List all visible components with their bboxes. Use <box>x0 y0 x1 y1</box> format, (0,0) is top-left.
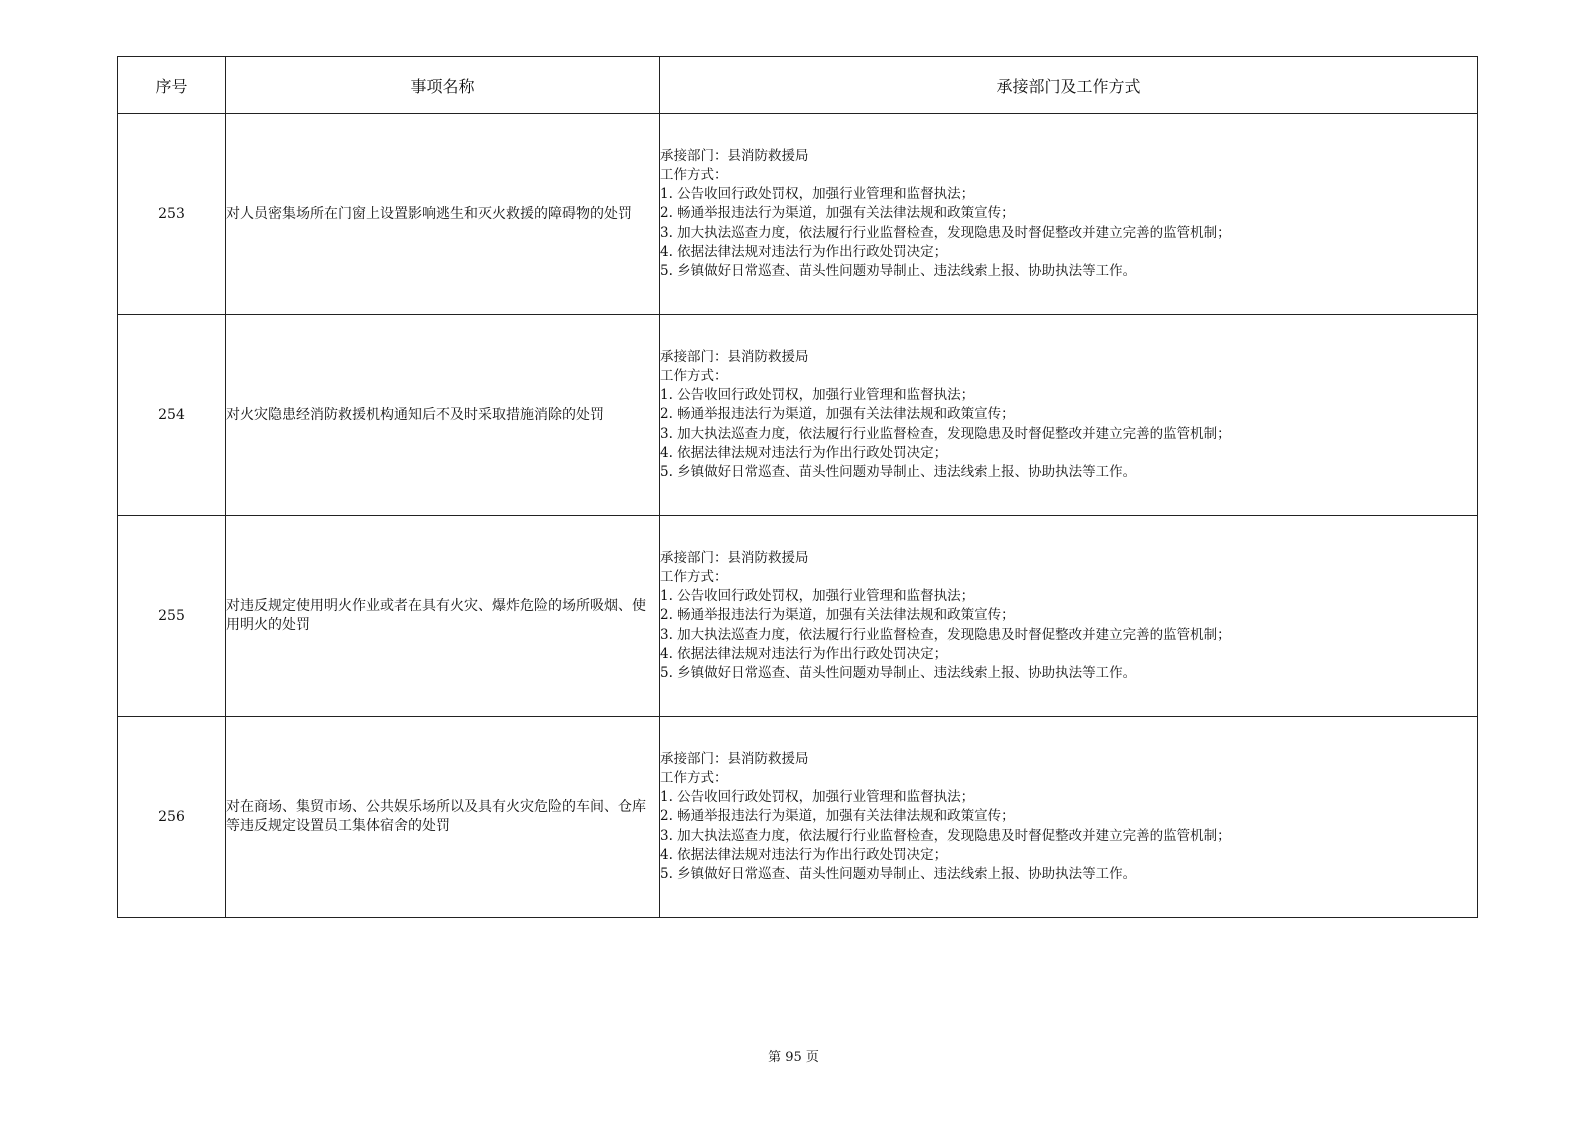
row-item-name: 对人员密集场所在门窗上设置影响逃生和灭火救援的障碍物的处罚 <box>226 114 660 315</box>
method-label: 工作方式： <box>660 367 728 384</box>
table-row <box>118 315 1478 516</box>
table-row <box>118 114 1478 315</box>
method-step: 3. 加大执法巡查力度，依法履行行业监督检查，发现隐患及时督促整改并建立完善的监管机制； <box>660 224 1231 241</box>
method-step: 5. 乡镇做好日常巡查、苗头性问题劝导制止、违法线索上报、协助执法等工作。 <box>660 464 1137 480</box>
method-label: 工作方式： <box>660 568 728 585</box>
method-step: 3. 加大执法巡查力度，依法履行行业监督检查，发现隐患及时督促整改并建立完善的监管机制； <box>660 626 1231 643</box>
method-step: 5. 乡镇做好日常巡查、苗头性问题劝导制止、违法线索上报、协助执法等工作。 <box>660 866 1137 882</box>
dept-line: 承接部门：县消防救援局 <box>660 147 809 164</box>
method-label: 工作方式： <box>660 769 728 786</box>
method-step: 4. 依据法律法规对违法行为作出行政处罚决定； <box>660 645 948 662</box>
row-seq: 255 <box>118 516 226 717</box>
method-step: 3. 加大执法巡查力度，依法履行行业监督检查，发现隐患及时督促整改并建立完善的监管机制； <box>660 827 1231 844</box>
method-step: 4. 依据法律法规对违法行为作出行政处罚决定； <box>660 444 948 461</box>
header-dept-method: 承接部门及工作方式 <box>660 57 1478 114</box>
row-dept-method <box>660 315 1478 516</box>
header-item-name: 事项名称 <box>226 57 660 114</box>
page-number: 第 95 页 <box>768 1050 819 1065</box>
method-step: 4. 依据法律法规对违法行为作出行政处罚决定； <box>660 846 948 863</box>
table-row <box>118 717 1478 918</box>
table-header-row <box>118 57 1478 114</box>
dept-line: 承接部门：县消防救援局 <box>660 549 809 566</box>
method-step: 1. 公告收回行政处罚权，加强行业管理和监督执法； <box>660 789 975 806</box>
method-step: 1. 公告收回行政处罚权，加强行业管理和监督执法； <box>660 588 975 605</box>
method-step: 5. 乡镇做好日常巡查、苗头性问题劝导制止、违法线索上报、协助执法等工作。 <box>660 263 1137 279</box>
row-seq: 256 <box>118 717 226 918</box>
row-dept-method <box>660 717 1478 918</box>
method-step: 3. 加大执法巡查力度，依法履行行业监督检查，发现隐患及时督促整改并建立完善的监管机制； <box>660 425 1231 442</box>
method-step: 5. 乡镇做好日常巡查、苗头性问题劝导制止、违法线索上报、协助执法等工作。 <box>660 665 1137 681</box>
method-step: 1. 公告收回行政处罚权，加强行业管理和监督执法； <box>660 387 975 404</box>
row-seq: 254 <box>118 315 226 516</box>
method-label: 工作方式： <box>660 166 728 183</box>
row-dept-method <box>660 114 1478 315</box>
header-seq: 序号 <box>118 57 226 114</box>
row-item-name: 对火灾隐患经消防救援机构通知后不及时采取措施消除的处罚 <box>226 315 660 516</box>
row-seq: 253 <box>118 114 226 315</box>
method-step: 4. 依据法律法规对违法行为作出行政处罚决定； <box>660 243 948 260</box>
method-step: 2. 畅通举报违法行为渠道，加强有关法律法规和政策宣传； <box>660 205 1015 222</box>
method-step: 2. 畅通举报违法行为渠道，加强有关法律法规和政策宣传； <box>660 406 1015 423</box>
method-step: 1. 公告收回行政处罚权，加强行业管理和监督执法； <box>660 186 975 203</box>
row-dept-method <box>660 516 1478 717</box>
method-step: 2. 畅通举报违法行为渠道，加强有关法律法规和政策宣传； <box>660 808 1015 825</box>
dept-line: 承接部门：县消防救援局 <box>660 348 809 365</box>
dept-line: 承接部门：县消防救援局 <box>660 750 809 767</box>
row-item-name: 对违反规定使用明火作业或者在具有火灾、爆炸危险的场所吸烟、使用明火的处罚 <box>226 516 660 717</box>
row-item-name: 对在商场、集贸市场、公共娱乐场所以及具有火灾危险的车间、仓库等违反规定设置员工集体宿舍的处罚 <box>226 717 660 918</box>
table-row <box>118 516 1478 717</box>
method-step: 2. 畅通举报违法行为渠道，加强有关法律法规和政策宣传； <box>660 607 1015 624</box>
matters-table <box>117 56 1478 918</box>
